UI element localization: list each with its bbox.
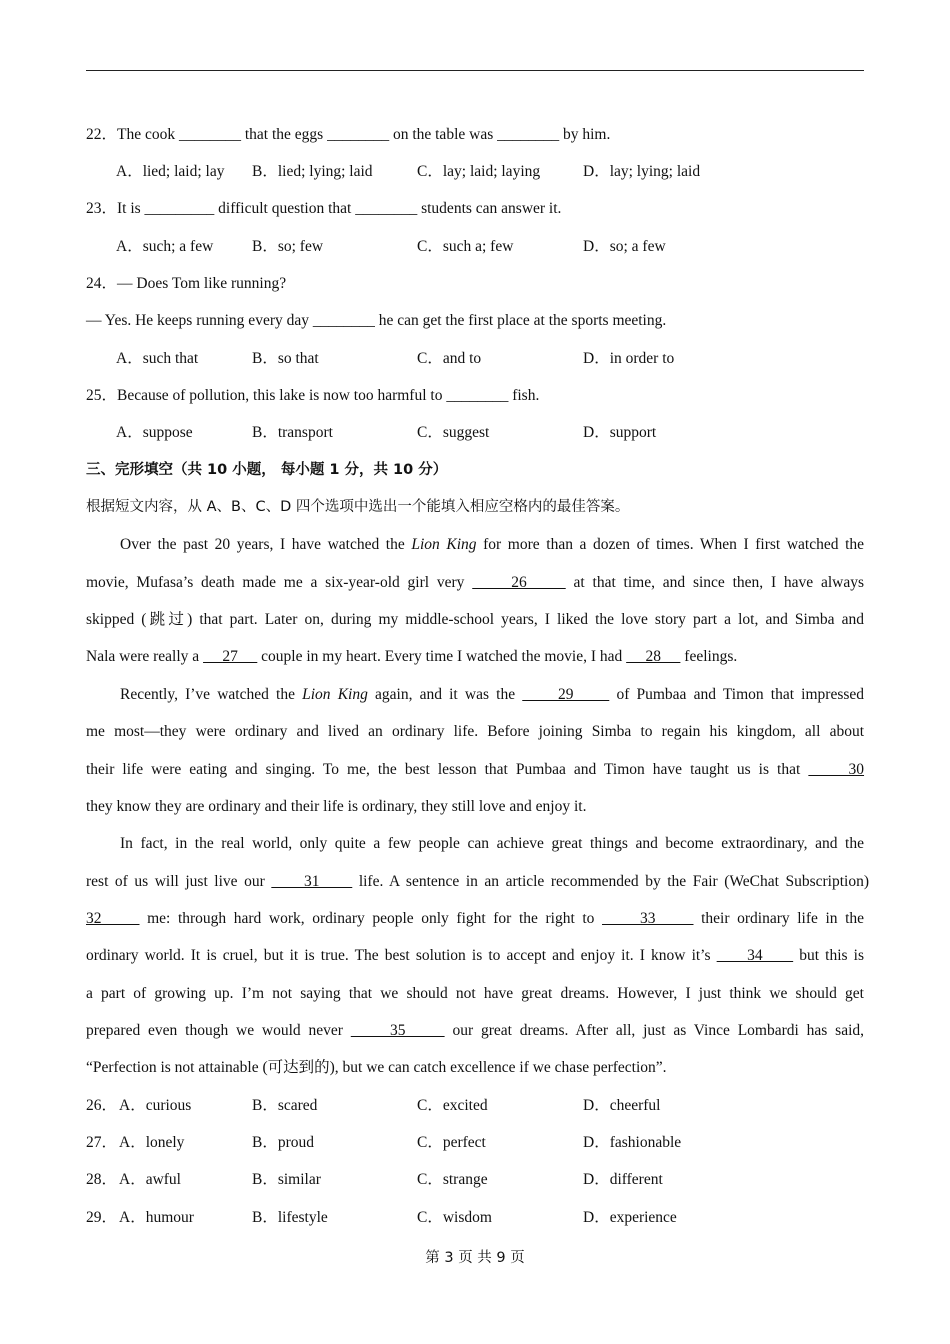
question-22-stem: 22．The cook ________ that the eggs ________ on the table was ________ by him. (86, 126, 611, 143)
movie-title: Lion King (411, 536, 477, 553)
q24-option-d: D．in order to (583, 350, 675, 367)
blank-32: 32 (86, 910, 140, 927)
q22-option-b: B．lied; lying; laid (252, 163, 373, 180)
passage-line: me most—they were ordinary and lived an ordinary life. Before joining Simba to regain his kingdom, all about (86, 723, 864, 740)
blank-28: 28 (626, 648, 681, 665)
passage-line: ordinary world. It is cruel, but it is true. The best solution is to accept and enjoy it. I know it’s 34 but this is (86, 947, 865, 964)
cloze-29-option-a: A．humour (119, 1209, 194, 1226)
passage-line: Nala were really a 27 couple in my heart. Every time I watched the movie, I had 28 feelings. (86, 648, 738, 665)
cloze-26-option-d: D．cheerful (583, 1097, 661, 1114)
passage-line: a part of growing up. I’m not saying that we should not have great dreams. However, I just think we should get (86, 985, 864, 1002)
passage-line: they know they are ordinary and their life is ordinary, they still love and enjoy it. (86, 798, 587, 815)
q22-option-c: C．lay; laid; laying (417, 163, 541, 180)
cloze-28-option-d: D．different (583, 1171, 663, 1188)
q22-option-a: A．lied; laid; lay (116, 163, 225, 180)
question-23-stem: 23．It is _________ difficult question that ________ students can answer it. (86, 200, 562, 217)
q24-option-a: A．such that (116, 350, 199, 367)
cloze-27-option-b: B．proud (252, 1134, 315, 1151)
cloze-29-option-d: D．experience (583, 1209, 677, 1226)
passage-line: Recently, I’ve watched the Lion King again, and it was the 29 of Pumbaa and Timon that impressed (120, 686, 865, 703)
q23-option-a: A．such; a few (116, 238, 214, 255)
blank-26: 26 (472, 574, 566, 591)
cloze-26-number: 26． (86, 1097, 118, 1114)
q23-option-c: C．such a; few (417, 238, 514, 255)
passage-line: prepared even though we would never 35 our great dreams. After all, just as Vince Lombardi has said, (86, 1022, 865, 1039)
passage-line: “Perfection is not attainable (可达到的), but we can catch excellence if we chase perfection”. (86, 1059, 667, 1076)
cloze-27-option-d: D．fashionable (583, 1134, 682, 1151)
passage-line: In fact, in the real world, only quite a few people can achieve great things and become extraordinary, and the (120, 835, 864, 852)
cloze-27-number: 27． (86, 1134, 118, 1151)
cloze-27-option-c: C．perfect (417, 1134, 486, 1151)
blank-30: 30 (808, 761, 865, 778)
q23-option-d: D．so; a few (583, 238, 666, 255)
question-24-reply: — Yes. He keeps running every day ________ he can get the first place at the sports meeting. (86, 312, 667, 329)
cloze-28-option-b: B．similar (252, 1171, 321, 1188)
passage-line: skipped (跳过) that part. Later on, during my middle-school years, I liked the love story part a lot, and Simba and (86, 611, 864, 628)
header-rule (86, 70, 864, 71)
q23-option-b: B．so; few (252, 238, 324, 255)
cloze-26-option-c: C．excited (417, 1097, 488, 1114)
passage-line: movie, Mufasa’s death made me a six-year-old girl very 26 at that time, and since then, I have always (86, 574, 865, 591)
cloze-28-option-a: A．awful (119, 1171, 181, 1188)
blank-34: 34 (716, 947, 794, 964)
blank-33: 33 (602, 910, 694, 927)
blank-31: 31 (271, 873, 353, 890)
q25-option-a: A．suppose (116, 424, 193, 441)
blank-27: 27 (203, 648, 258, 665)
passage-line: Over the past 20 years, I have watched the Lion King for more than a dozen of times. When I first watched the (120, 536, 865, 553)
section-3-instruction: 根据短文内容，从 A、B、C、D 四个选项中选出一个能填入相应空格内的最佳答案。 (86, 499, 630, 515)
q25-option-c: C．suggest (417, 424, 490, 441)
cloze-29-number: 29． (86, 1209, 118, 1226)
passage-line: rest of us will just live our 31 life. A sentence in an article recommended by the Fair (WeChat Subscription) (86, 873, 870, 890)
passage-line: their life were eating and singing. To me, the best lesson that Pumbaa and Timon have taught us is that 30 (86, 761, 865, 778)
cloze-26-option-a: A．curious (119, 1097, 192, 1114)
section-3-heading: 三、完形填空（共 10 小题， 每小题 1 分，共 10 分） (86, 462, 448, 478)
q22-option-d: D．lay; lying; laid (583, 163, 701, 180)
q24-option-c: C．and to (417, 350, 482, 367)
question-25-stem: 25．Because of pollution, this lake is now too harmful to ________ fish. (86, 387, 540, 404)
cloze-28-number: 28． (86, 1171, 118, 1188)
cloze-26-option-b: B．scared (252, 1097, 318, 1114)
passage-line: 32 me: through hard work, ordinary people only fight for the right to 33 their ordinary life in the (86, 910, 865, 927)
q24-option-b: B．so that (252, 350, 319, 367)
cloze-29-option-c: C．wisdom (417, 1209, 492, 1226)
cloze-28-option-c: C．strange (417, 1171, 488, 1188)
blank-35: 35 (350, 1022, 445, 1039)
movie-title: Lion King (302, 686, 368, 703)
q25-option-b: B．transport (252, 424, 333, 441)
cloze-29-option-b: B．lifestyle (252, 1209, 328, 1226)
cloze-27-option-a: A．lonely (119, 1134, 185, 1151)
blank-29: 29 (522, 686, 610, 703)
q25-option-d: D．support (583, 424, 657, 441)
page-number-footer: 第 3 页 共 9 页 (425, 1250, 525, 1266)
question-24-stem: 24．— Does Tom like running? (86, 275, 287, 292)
